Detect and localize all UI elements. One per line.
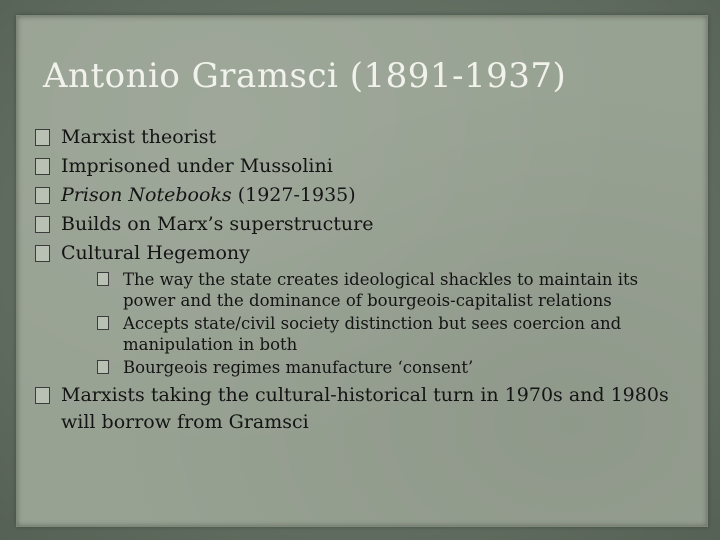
bullet-text: Cultural Hegemony [61,242,250,264]
bullet-text: Marxist theorist [61,126,217,148]
slide-title: Antonio Gramsci (1891-1937) [43,56,567,96]
square-bullet-icon [97,272,109,286]
sub-bullet-list [97,269,675,378]
bullet-text: Builds on Marx’s superstructure [61,213,374,235]
bullet-superstructure [35,211,675,238]
bullet-prison-notebooks [35,182,675,209]
square-bullet-icon [35,158,50,175]
sub-bullet-consent [97,357,675,378]
bullet-marxist-theorist [35,124,675,151]
square-bullet-icon [35,187,50,204]
slide-content [35,124,675,438]
bullet-imprisoned [35,153,675,180]
bullet-text: Marxists taking the cultural-historical turn in 1970s and 1980s will borrow from Gramsci [61,384,669,433]
bullet-cultural-hegemony [35,240,675,267]
bullet-italic-text: Prison Notebooks [61,184,232,206]
square-bullet-icon [97,316,109,330]
square-bullet-icon [97,360,109,374]
bullet-text: (1927-1935) [231,184,356,206]
sub-bullet-text: The way the state creates ideological shackles to maintain its power and the dominance of bourgeois-capitalist relations [123,270,639,310]
square-bullet-icon [35,245,50,262]
sub-bullet-text: Bourgeois regimes manufacture ‘consent’ [123,358,474,377]
bullet-cultural-historical-turn [35,382,675,436]
bullet-text: Imprisoned under Mussolini [61,155,333,177]
sub-bullet-state-civil-society [97,313,675,355]
square-bullet-icon [35,216,50,233]
square-bullet-icon [35,387,50,404]
sub-bullet-text: Accepts state/civil society distinction but sees coercion and manipulation in both [123,314,622,354]
sub-bullet-ideological-shackles [97,269,675,311]
square-bullet-icon [35,129,50,146]
